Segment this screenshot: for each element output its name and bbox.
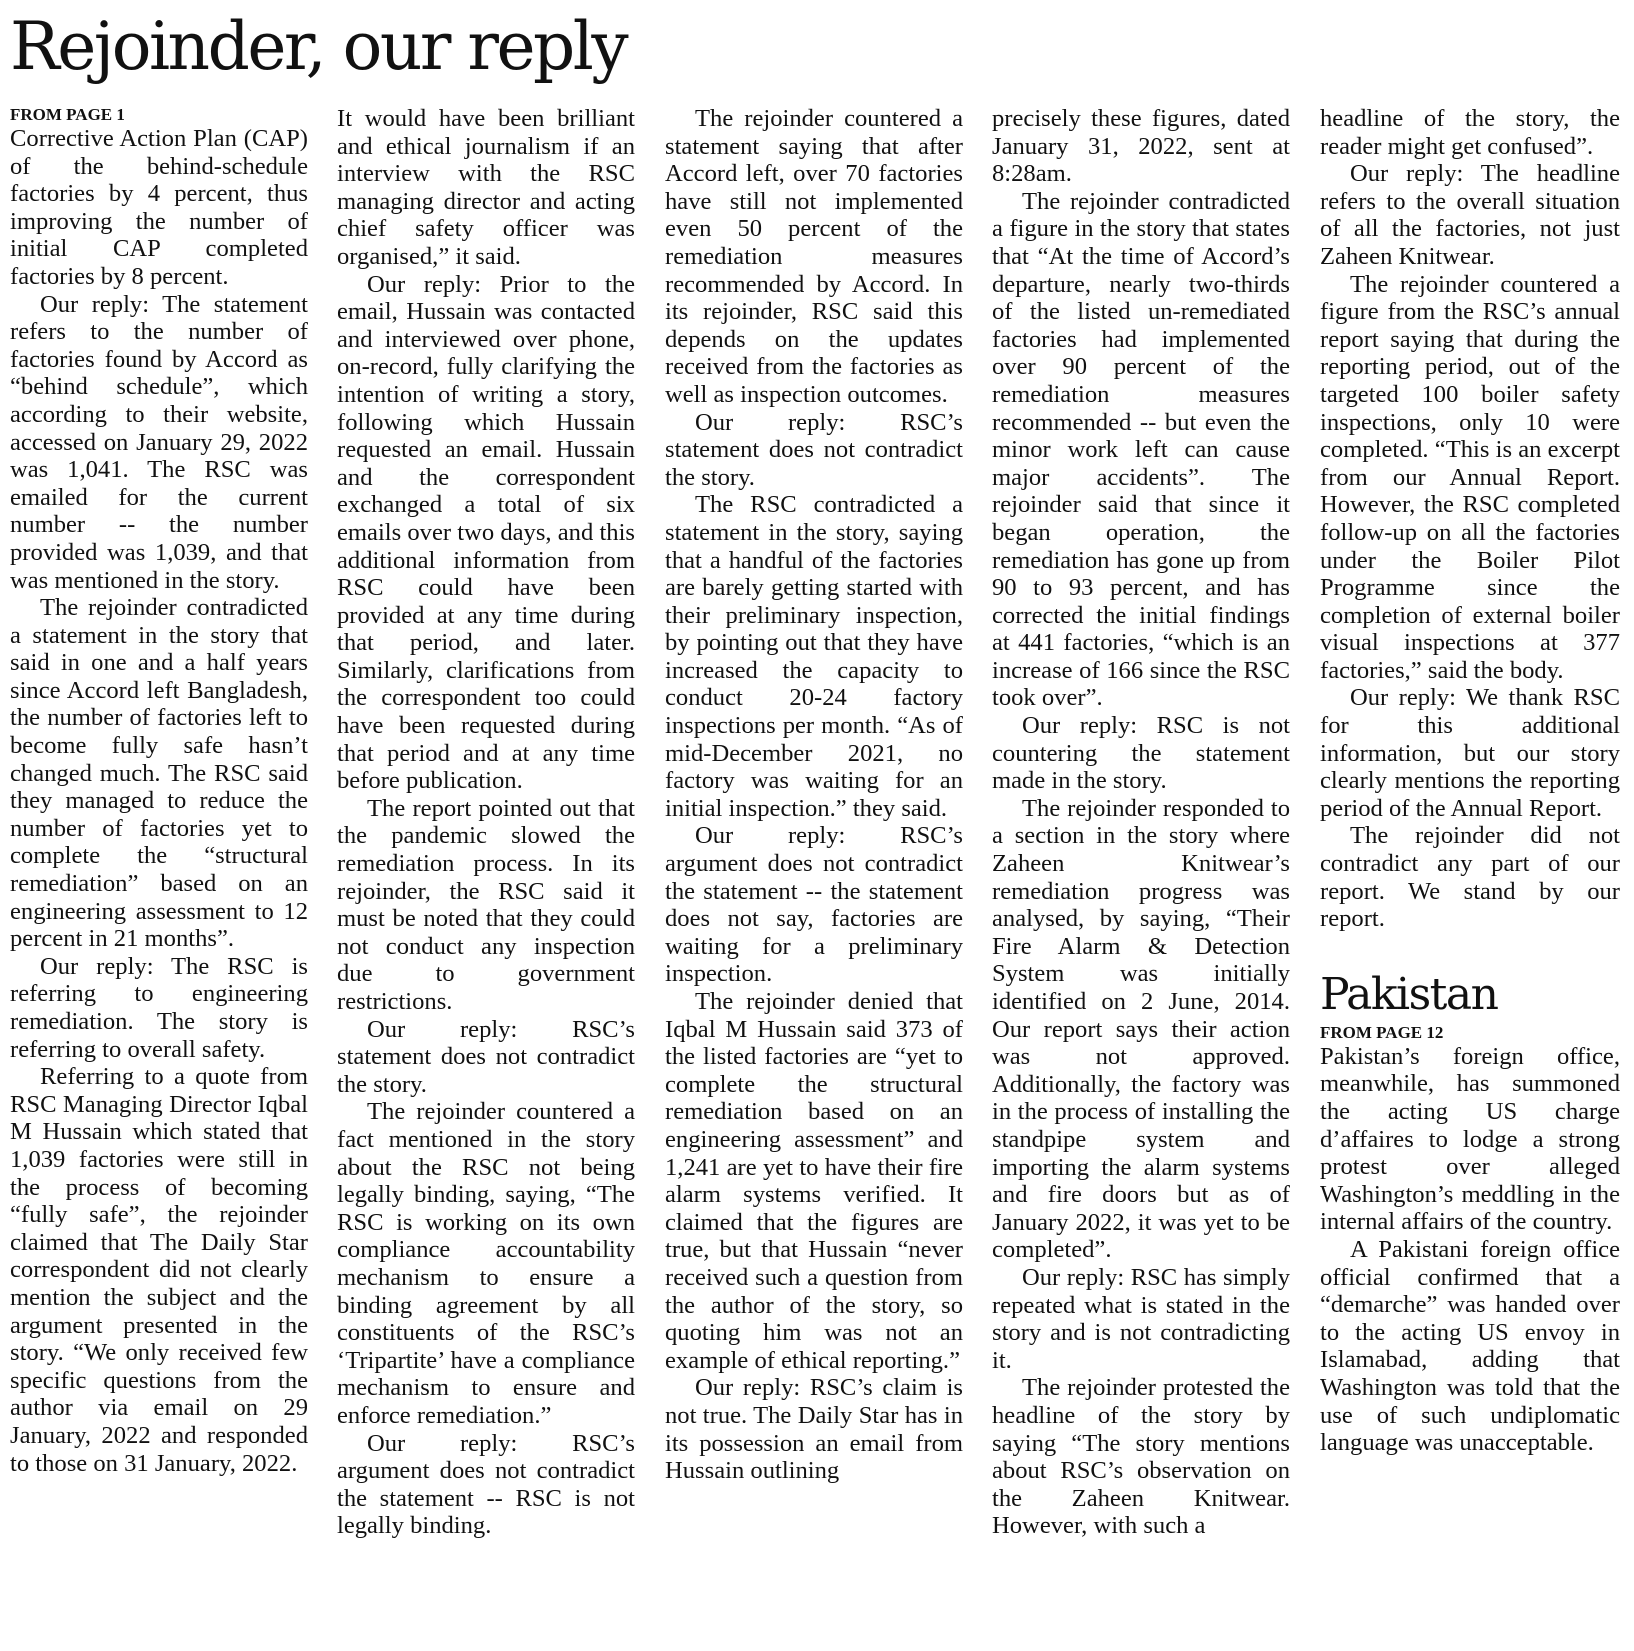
paragraph: Our reply: The headline refers to the overall situation of all the factories, not just Zaheen Knitwear. <box>1320 160 1620 270</box>
article-column-3 <box>665 105 963 1645</box>
paragraph: Our reply: RSC’s argument does not contradict the statement -- RSC is not legally binding. <box>337 1429 635 1540</box>
paragraph: precisely these figures, dated January 31, 2022, sent at 8:28am. <box>992 105 1290 188</box>
article-column-1 <box>10 105 308 1645</box>
paragraph: Our reply: RSC’s argument does not contradict the statement -- the statement does not say, factories are waiting for a preliminary inspection. <box>665 822 963 988</box>
paragraph: Our reply: The statement refers to the number of factories found by Accord as “behind schedule”, which according to their website, accessed on January 29, 2022 was 1,041. The RSC was emailed for the current number -- the number provided was 1,039, and that was mentioned in the story. <box>10 290 308 594</box>
paragraph: Our reply: Prior to the email, Hussain was contacted and interviewed over phone, on-record, fully clarifying the intention of writing a story, following which Hussain requested an email. Hussain and the correspondent exchanged a total of six emails over two days, and this additional information from RSC could have been provided at any time during that period, and later. Similarly, clarifications from the correspondent too could have been requested during that period and at any time before publication. <box>337 270 635 795</box>
paragraph: The rejoinder contradicted a statement in the story that said in one and a half years since Accord left Bangladesh, the number of factories left to become fully safe hasn’t changed much. The RSC said they managed to reduce the number of factories yet to complete the “structural remediation” based on an engineering assessment to 12 percent in 21 months”. <box>10 594 308 953</box>
paragraph: Our reply: RSC is not countering the statement made in the story. <box>992 712 1290 795</box>
paragraph: Referring to a quote from RSC Managing Director Iqbal M Hussain which stated that 1,039 factories were still in the process of becoming “fully safe”, the rejoinder claimed that The Daily Star correspondent did not clearly mention the subject and the argument presented in the story. “We only received few specific questions from the author via email on 29 January, 2022 and responded to those on 31 January, 2022. <box>10 1063 308 1477</box>
paragraph: Our reply: We thank RSC for this additional information, but our story clearly mentions the reporting period of the Annual Report. <box>1320 684 1620 822</box>
paragraph: Our reply: RSC’s statement does not contradict the story. <box>665 408 963 491</box>
article-headline: Rejoinder, our reply <box>10 8 627 85</box>
paragraph: The rejoinder protested the headline of the story by saying “The story mentions about RSC’s observation on the Zaheen Knitwear. However, with such a <box>992 1374 1290 1540</box>
pakistan-jump-line: FROM PAGE 12 <box>1320 1022 1444 1042</box>
paragraph: The rejoinder countered a fact mentioned in the story about the RSC not being legally binding, saying, “The RSC is working on its own compliance accountability mechanism to ensure a binding agreement by all constituents of the RSC’s ‘Tripartite’ have a compliance mechanism to ensure and enforce remediation.” <box>337 1098 635 1429</box>
paragraph: The rejoinder responded to a section in the story where Zaheen Knitwear’s remediation progress was analysed, by saying, “Their Fire Alarm & Detection System was initially identified on 2 June, 2014. Our report says their action was not approved. Additionally, the factory was in the process of installing the standpipe system and importing the alarm systems and fire doors but as of January 2022, it was yet to be completed”. <box>992 794 1290 1264</box>
paragraph: Our reply: RSC’s claim is not true. The Daily Star has in its possession an email from Hussain outlining <box>665 1374 963 1485</box>
pakistan-headline: Pakistan <box>1320 968 1498 1020</box>
article-column-4 <box>992 105 1290 1645</box>
article-column-2 <box>337 105 635 1645</box>
paragraph: The rejoinder countered a statement saying that after Accord left, over 70 factories have still not implemented even 50 percent of the remediation measures recommended by Accord. In its rejoinder, RSC said this depends on the updates received from the factories as well as inspection outcomes. <box>665 105 963 408</box>
paragraph: The rejoinder denied that Iqbal M Hussain said 373 of the listed factories are “yet to complete the structural remediation based on an engineering assessment” and 1,241 are yet to have their fire alarm systems verified. It claimed that the figures are true, but that Hussain “never received such a question from the author of the story, so quoting him was not an example of ethical reporting.” <box>665 988 963 1374</box>
paragraph: Our reply: RSC’s statement does not contradict the story. <box>337 1015 635 1098</box>
paragraph: Our reply: RSC has simply repeated what is stated in the story and is not contradicting it. <box>992 1263 1290 1374</box>
paragraph: The RSC contradicted a statement in the story, saying that a handful of the factories are barely getting started with their preliminary inspection, by pointing out that they have increased the capacity to conduct 20-24 factory inspections per month. “As of mid-December 2021, no factory was waiting for an initial inspection.” they said. <box>665 491 963 822</box>
paragraph: headline of the story, the reader might get confused”. <box>1320 105 1620 160</box>
paragraph: The rejoinder countered a figure from the RSC’s annual report saying that during the reporting period, out of the targeted 100 boiler safety inspections, only 10 were completed. “This is an excerpt from our Annual Report. However, the RSC completed follow-up on all the factories under the Boiler Pilot Programme since the completion of external boiler visual inspections at 377 factories,” said the body. <box>1320 270 1620 684</box>
article-column-5 <box>1320 105 1620 1645</box>
paragraph: The rejoinder did not contradict any part of our report. We stand by our report. <box>1320 822 1620 933</box>
paragraph: Corrective Action Plan (CAP) of the behind-schedule factories by 4 percent, thus improving the number of initial CAP completed factories by 8 percent. <box>10 125 308 290</box>
paragraph: A Pakistani foreign office official confirmed that a “demarche” was handed over to the acting US envoy in Islamabad, adding that Washington was told that the use of such undiplomatic language was unacceptable. <box>1320 1235 1620 1457</box>
paragraph: The report pointed out that the pandemic slowed the remediation process. In its rejoinder, the RSC said it must be noted that they could not conduct any inspection due to government restrictions. <box>337 794 635 1015</box>
paragraph: It would have been brilliant and ethical journalism if an interview with the RSC managing director and acting chief safety officer was organised,” it said. <box>337 105 635 270</box>
paragraph: Our reply: The RSC is referring to engineering remediation. The story is referring to overall safety. <box>10 952 308 1063</box>
jump-line: FROM PAGE 1 <box>10 105 125 124</box>
paragraph: The rejoinder contradicted a figure in the story that states that “At the time of Accord’s departure, nearly two-thirds of the listed un-remediated factories had implemented over 90 percent of the remediation measures recommended -- but even the minor work left can cause major accidents”. The rejoinder said that since it began operation, the remediation has gone up from 90 to 93 percent, and has corrected the initial findings at 441 factories, “which is an increase of 166 since the RSC took over”. <box>992 187 1290 712</box>
paragraph: Pakistan’s foreign office, meanwhile, has summoned the acting US charge d’affaires to lodge a strong protest over alleged Washington’s meddling in the internal affairs of the country. <box>1320 1042 1620 1236</box>
